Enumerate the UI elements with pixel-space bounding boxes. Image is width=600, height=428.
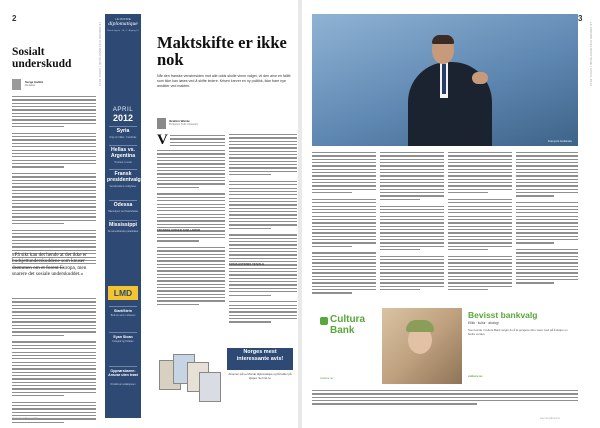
contents-item-head[interactable]: Hellas vs. Argentina	[110, 147, 136, 159]
logo-le-monde: LE MONDE	[115, 17, 131, 21]
contents-item-head[interactable]: Fransk presidentvalg	[107, 171, 141, 183]
brand-url[interactable]: cultura.no	[320, 376, 334, 380]
photo-child-cap	[406, 320, 434, 332]
divider	[109, 126, 137, 127]
ad-title: Norges mest interessante avis!	[227, 348, 293, 370]
brand-name: Cultura Bank	[330, 314, 365, 336]
contents-item-head[interactable]: Eyan Sloan	[113, 335, 133, 339]
ad-url[interactable]: cultura.no	[468, 374, 483, 378]
page-number: 2	[12, 14, 17, 23]
book-cover	[199, 372, 221, 402]
divider	[109, 200, 137, 201]
contents-item-sub: Fotograf og forfatter	[112, 340, 134, 343]
cultura-bank-ad[interactable]	[312, 308, 578, 384]
page-number: 3	[578, 14, 583, 23]
author-role: Redaktør	[25, 84, 36, 87]
translator-note: Oversatt av Hanne Vabø	[12, 417, 39, 420]
author-photo	[157, 118, 166, 129]
divider	[109, 220, 137, 221]
body-text-column-2	[12, 298, 96, 425]
contents-sidebar	[105, 14, 141, 418]
contents-item-sub: Bruk av vann i ørkenen	[110, 314, 136, 317]
article-headline: Maktskifte er ikke nok	[157, 33, 287, 69]
footer-note: Les mer på lmd.no	[540, 417, 560, 420]
ad-text: Abonner på Le Monde diplomatique og få bøker på kjøpet. Se lmd.no	[228, 372, 292, 380]
article-subhead: SOSIALISTENES VEIVALG	[229, 262, 265, 266]
contents-item-sub: To kriser, to svar	[114, 161, 132, 164]
leaf-icon	[320, 317, 328, 325]
author-role: Professor, Tufts University	[169, 123, 199, 126]
contents-item-sub: Det amerikanske paradokset	[107, 230, 139, 233]
divider	[109, 332, 137, 333]
contents-item-head[interactable]: Start/Stein	[114, 309, 132, 313]
article-subhead: FRANSKE KRISER SOM LÆRER	[157, 228, 201, 232]
cultura-logo	[320, 314, 370, 340]
photo-caption: François Hollande	[547, 139, 572, 143]
contents-item-head[interactable]: Mississippi	[109, 222, 137, 228]
author-photo	[12, 79, 21, 90]
contents-item-sub: Venstresidens muligheter	[109, 185, 137, 188]
running-header: LE MONDE DIPLOMATIQUE | APRIL 2012	[98, 22, 102, 87]
right-column-3	[448, 152, 512, 292]
section-title: Sosialt underskudd	[12, 46, 72, 70]
contents-item-sub: Havnebyen ved Svartehavet	[107, 210, 139, 213]
issue-year: 2012	[112, 113, 134, 123]
issue-info: Norsk utgave · Nr. 4 · Årgang 14	[107, 30, 139, 32]
article-column-1a	[170, 135, 225, 148]
lmd-logo-box[interactable]: LMD	[108, 286, 138, 300]
left-page	[0, 0, 298, 428]
issue-month: APRIL	[112, 106, 134, 113]
divider	[109, 169, 137, 170]
right-column-1	[312, 152, 376, 296]
running-header: LE MONDE DIPLOMATIQUE | APRIL 2012	[589, 22, 593, 87]
books-image	[155, 342, 225, 418]
right-bottom-text	[312, 390, 578, 407]
pull-quote: «På sikt kan det hende at det ikke er budsjettunderskuddene som knuser drømmen om et forent Europa, men snarere det sosiale underskuddet.»	[12, 252, 87, 278]
article-byline	[157, 118, 237, 130]
logo-diplomatique: diplomatique	[108, 21, 138, 27]
article-lede: Når den franske venstresiden mot alle odds skulle vinne valget, vil den arve en fallitt som ikke kan løses ved å skifte ledere. Krisen krever en ny politikk, ikke bare nye ansikter ved makten.	[157, 74, 291, 88]
subscription-ad[interactable]	[155, 342, 295, 418]
photo-figure-hair	[432, 35, 454, 44]
photo-figure-tie	[442, 64, 446, 94]
contents-item-head[interactable]: Odessa	[113, 202, 133, 208]
divider	[109, 145, 137, 146]
hollande-photo	[312, 14, 578, 146]
article-column-2	[229, 134, 297, 325]
drop-cap: V	[157, 132, 168, 148]
author-byline	[12, 79, 96, 91]
ad-headline: Bevisst bankvalg	[468, 310, 538, 320]
ad-body-text: Som kunde i Cultura Bank velger du å la pengene dine være med på å skape en bedre verden.	[468, 328, 568, 336]
contents-item-sub: Krig om bildet · Frankrike	[109, 136, 137, 139]
divider	[109, 306, 137, 307]
right-column-4	[516, 152, 578, 286]
ad-subline: Etikk · kultur · økologi	[468, 321, 499, 325]
divider	[109, 366, 137, 367]
contents-item-head[interactable]: Opprørsbaren: Ansvar uten trøst	[108, 369, 138, 378]
body-text-column-1	[12, 96, 96, 270]
contents-item-head[interactable]: Syria	[116, 128, 130, 134]
right-column-2	[380, 152, 444, 292]
photo-figure-hand	[472, 72, 488, 84]
author-name: Ibrahim Warde	[169, 119, 190, 123]
author-name: Serge Halimi	[25, 80, 44, 84]
child-photo	[382, 308, 462, 384]
contents-item-sub: Kronikk av redaksjonen	[110, 383, 136, 386]
